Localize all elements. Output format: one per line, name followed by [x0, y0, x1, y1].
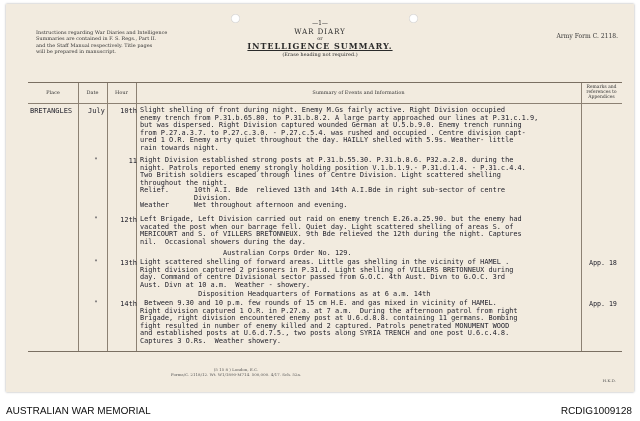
month-value: July: [88, 107, 105, 115]
entry-text: [140, 157, 580, 210]
form-summary-title: INTELLIGENCE SUMMARY.: [247, 41, 393, 51]
army-form-number: Army Form C. 2118.: [556, 33, 618, 40]
entry-line: Brigade, right division encountered enemy post at U.6.d.8.8. containing 11 germans. Bombing: [140, 314, 518, 322]
entry-line: enemy trench from P.31.b.65.80. to P.31.b.8.2. A large party approached our lines at P.31.c.1.9,: [140, 113, 539, 122]
entry-day: 12th: [120, 216, 137, 224]
war-diary-page: [6, 4, 634, 392]
entry-day: 10th: [120, 107, 137, 115]
entry-day: 11: [128, 157, 137, 165]
entry-line: night. Patrols reported enemy strongly holding position V.1.b.1.9.- P.31.d.1.4. - P.31.c.4.4.: [140, 163, 526, 172]
entry-line: from P.27.a.3.7. to P.27.c.3.0. - P.27.c.5.4. was rushed and occupied . Centre division capt-: [140, 128, 526, 137]
entry-text: [140, 107, 580, 152]
column-summary: Summary of Events and Information: [312, 90, 405, 96]
form-erase-note: (Erase heading not required.): [282, 52, 358, 58]
column-hour: Hour: [115, 90, 128, 96]
entry-line: ured 1 O.R. Enemy arty quiet throughout the day. HAILLY shelled with 5.9s. Weather- little: [140, 136, 514, 144]
entry-appendix-ref: App. 19: [589, 300, 617, 308]
entry-line: Captures 3 O.Rs. Weather showery.: [140, 336, 282, 345]
entry-line: Left Brigade, Left Division carried out raid on enemy trench E.26.a.25.90. but the enemy had: [140, 215, 522, 223]
column-remarks: Remarks and references to Appendices: [586, 85, 617, 100]
entry-line: Weather Wet throughout afternoon and evening.: [140, 201, 348, 209]
entry-line: but was dispersed. Right Division captured wounded German at U.5.b.9.0. Enemy trench running: [140, 121, 522, 129]
entry-line: Relief. 10th A.I. Bde relieved 13th and 14th A.I.Bde in right sub-sector of centre: [140, 186, 506, 194]
archive-record-id: RCDIG1009128: [560, 406, 632, 417]
entry-appendix-ref: App. 18: [589, 259, 617, 267]
entry-text: [140, 259, 580, 289]
ditto-mark: ": [94, 259, 98, 266]
ditto-mark: ": [94, 216, 98, 223]
ditto-mark: ": [94, 157, 98, 164]
form-code: H.K.D.: [602, 378, 616, 383]
form-number: —1—: [312, 20, 328, 27]
archive-institution: AUSTRALIAN WAR MEMORIAL: [6, 406, 151, 417]
diary-table: [28, 82, 622, 352]
entry-line: Two British soldiers escaped through lines of Centre Division. Light scattered shelling: [140, 171, 501, 179]
form-title: WAR DIARY: [294, 28, 346, 36]
form-instructions: Instructions regarding War Diaries and Intelligence Summaries are contained in F. S. Regs., Part II. and the Staff Manual respectively. Title pages will be prepared in manuscript.: [36, 30, 168, 55]
form-or: or: [317, 36, 323, 42]
column-place: Place: [46, 90, 60, 96]
entry-line: Australian Corps Order No. 129.: [140, 249, 352, 257]
entry-line: rain towards night.: [140, 143, 219, 152]
printer-imprint: (5 15 8 ) London, E.C. Forms/C. 2118/12. Wt. W1/1890-M714. 500,000. 4/17. Sch. 52a.: [170, 367, 302, 377]
entry-line: vacated the post when our barrage fell. Quiet day. Light scattered shelling of areas S. of: [140, 222, 514, 231]
ditto-mark: ": [94, 300, 98, 307]
entry-line: Aust. Divn at 10 a.m. Weather - showery.: [140, 280, 311, 289]
entry-text: [140, 250, 580, 258]
entry-day: 13th: [120, 259, 137, 267]
column-date: Date: [86, 90, 99, 96]
entry-line: Light scattered shelling of forward areas. Little gas shelling in the vicinity of HAMEL .: [140, 258, 510, 266]
entry-line: MERICOURT and S. of VILLERS BRETONNEUX. 9th Bde relieved the 12th during the night. Captures: [140, 230, 522, 238]
entry-text: [140, 216, 580, 246]
entry-line: Right division captured 1 O.R. in P.27.a. at 7 a.m. During the afternoon patrol from right: [140, 306, 518, 315]
entry-line: Disposition Headquarters of Formations as at 6 a.m. 14th: [140, 290, 431, 298]
entry-line: Between 9.30 and 10 p.m. few rounds of 15 cm H.E. and gas mixed in vicinity of HAMEL.: [140, 299, 497, 307]
entry-line: Division.: [140, 193, 232, 202]
entry-line: Right Division established strong posts at P.31.b.55.30. P.31.b.8.6. P32.a.2.8. during the: [140, 156, 514, 164]
entry-line: day. Command of centre Divisional sector passed from G.O.C. 4th Aust. Divn to G.O.C. 3rd: [140, 273, 506, 281]
entry-line: fight resulted in number of enemy killed and 2 captured. Patrols penetrated MONUMENT WOOD: [140, 321, 510, 330]
entry-line: and established posts at U.6.d.7.5., two posts along SYRIA TRENCH and one post U.6.c.4.8.: [140, 329, 510, 337]
place-value: BRETANGLES: [30, 107, 73, 115]
entry-text: [140, 300, 580, 345]
entry-text: [140, 291, 580, 299]
entry-line: nil. Occasional showers during the day.: [140, 237, 306, 246]
entry-line: throughout the night.: [140, 178, 228, 187]
entry-day: 14th: [120, 300, 137, 308]
entry-line: Right division captured 2 prisoners in P.31.d. Light shelling of VILLERS BRETONNEUX during: [140, 265, 514, 274]
entry-line: Slight shelling of front during night. Enemy M.Gs fairly active. Right Division occupied: [140, 106, 506, 114]
